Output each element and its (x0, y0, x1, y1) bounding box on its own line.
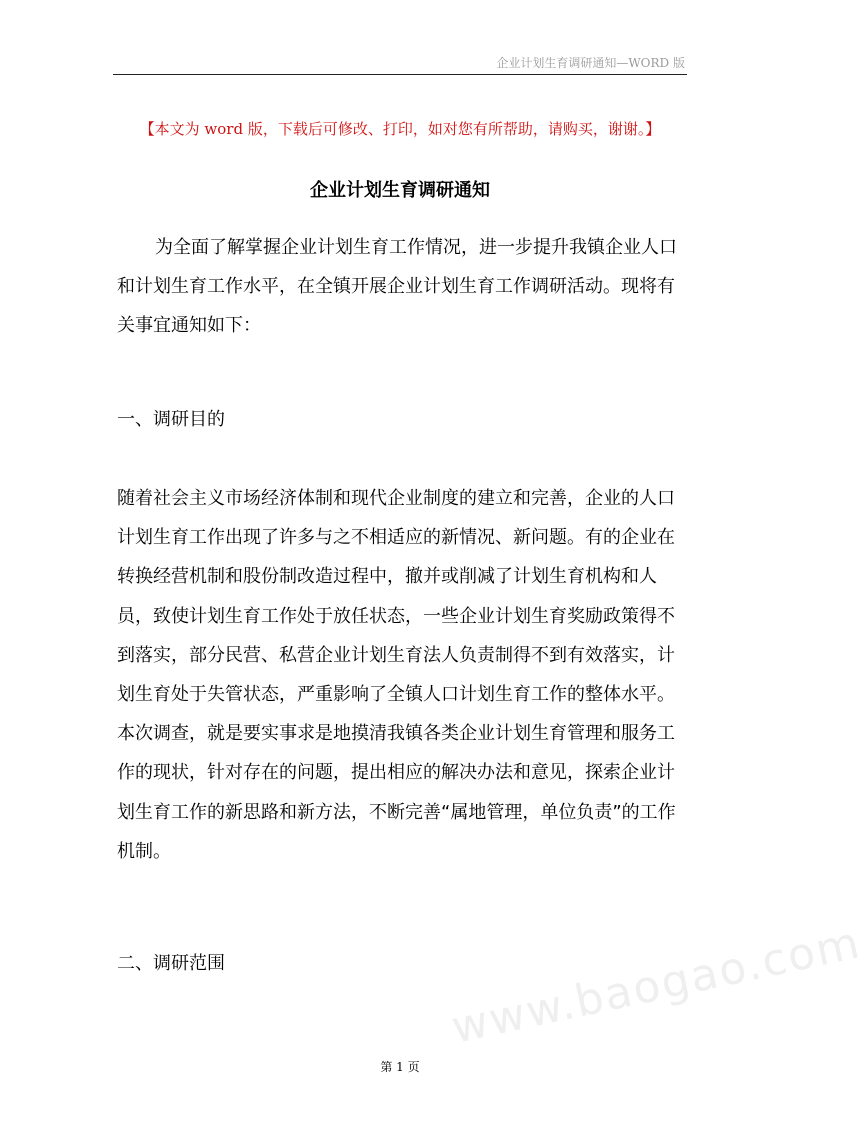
running-header: 企业计划生育调研通知—WORD 版 (496, 56, 685, 70)
section-heading-scope: 二、调研范围 (117, 953, 225, 974)
page-number: 第 1 页 (380, 1060, 420, 1074)
intro-paragraph: 为全面了解掌握企业计划生育工作情况，进一步提升我镇企业人口和计划生育工作水平，在全镇开展企业计划生育工作调研活动。现将有关事宜通知如下： (117, 237, 677, 337)
section-heading-purpose: 一、调研目的 (117, 409, 225, 430)
watermark: www.baogao.com (447, 917, 865, 1054)
purchase-notice: 【本文为 word 版，下载后可修改、打印，如对您有所帮助，请购买，谢谢。】 (139, 120, 661, 138)
header-divider (113, 74, 687, 75)
document-title: 企业计划生育调研通知 (310, 180, 490, 201)
purpose-paragraph: 随着社会主义市场经济体制和现代企业制度的建立和完善，企业的人口计划生育工作出现了许多与之不相适应的新情况、新问题。有的企业在转换经营机制和股份制改造过程中，撤并或削减了计划生育机构和人员，致使计划生育工作处于放任状态，一些企业计划生育奖励政策得不到落实，部分民营、私营企业计划生育法人负责制得不到有效落实，计划生育处于失管状态，严重影响了全镇人口计划生育工作的整体水平。本次调查，就是要实事求是地摸清我镇各类企业计划生育管理和服务工作的现状，针对存在的问题，提出相应的解决办法和意见，探索企业计划生育工作的新思路和新方法，不断完善“属地管理，单位负责”的工作机制。 (117, 488, 676, 862)
